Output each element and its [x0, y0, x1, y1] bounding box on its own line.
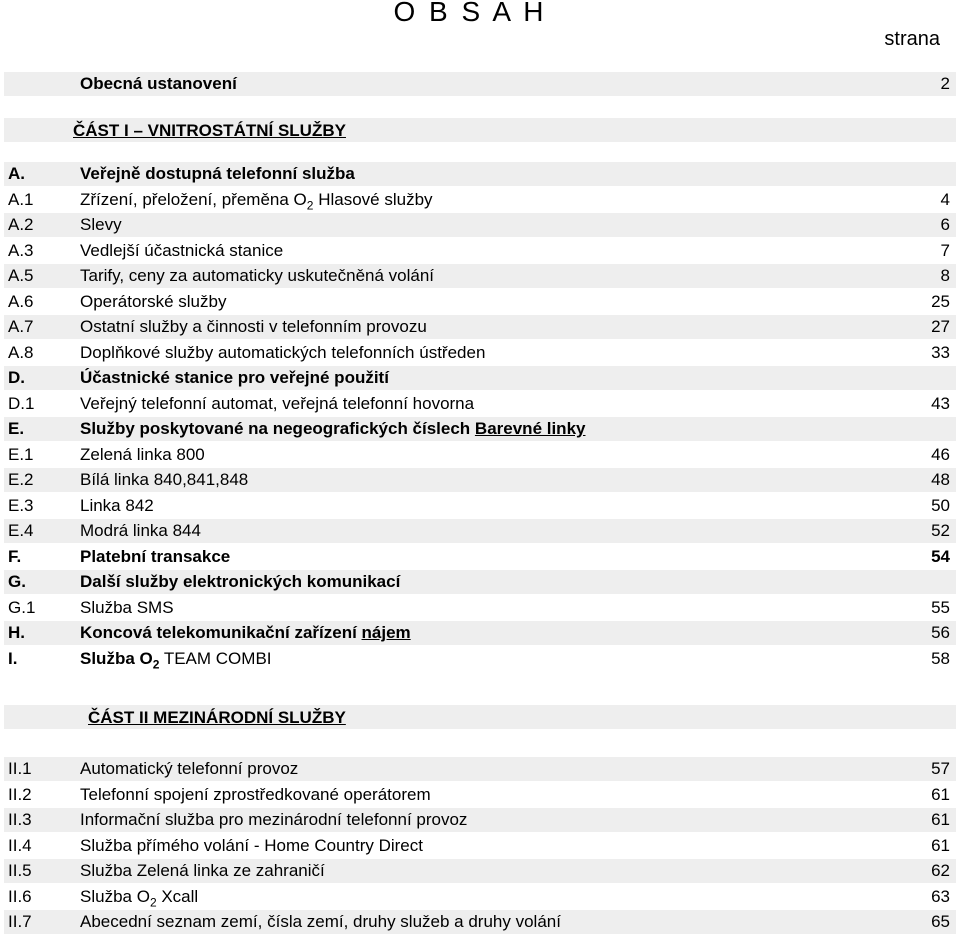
toc-entry-page: 6 [940, 215, 950, 234]
toc-entry-text: Účastnické stanice pro veřejné použití [80, 368, 389, 387]
toc-entry-text: Modrá linka 844 [80, 521, 201, 540]
toc-row-II2 [0, 783, 960, 807]
toc-entry-page: 25 [931, 292, 950, 311]
toc-entry-page: 50 [931, 496, 950, 515]
toc-entry-text: Ostatní služby a činnosti v telefonním provozu [80, 317, 427, 336]
toc-entry-page: 48 [931, 470, 950, 489]
toc-entry-page: 54 [931, 547, 950, 566]
toc-entry-text: Služba přímého volání - Home Country Direct [80, 836, 423, 855]
subscript: 2 [306, 198, 314, 213]
toc-entry-text: Další služby elektronických komunikací [80, 572, 401, 591]
toc-entry-text: Služba Zelená linka ze zahraničí [80, 861, 325, 880]
toc-entry-page: 8 [940, 266, 950, 285]
toc-row-II3 [0, 808, 960, 832]
toc-entry-number: A.3 [8, 241, 34, 260]
toc-entry-number: II.2 [8, 785, 32, 804]
toc-entry-text: Tarify, ceny za automaticky uskutečněná volání [80, 266, 435, 285]
toc-row-II4 [0, 834, 960, 858]
toc-row-E4 [0, 519, 960, 543]
part-1-heading: ČÁST I – VNITROSTÁTNÍ SLUŽBY [73, 121, 346, 140]
toc-entry-text [80, 887, 198, 909]
toc-row-G1 [0, 596, 960, 620]
toc-entry-number: E.4 [8, 521, 34, 540]
toc-row-F [0, 545, 960, 569]
toc-entry-number: D.1 [8, 394, 35, 413]
page-column-label: strana [884, 28, 940, 50]
toc-entry-text: Služba SMS [80, 598, 174, 617]
toc-row-A5 [0, 264, 960, 288]
toc-entry-page: 7 [940, 241, 950, 260]
toc-row-A3 [0, 239, 960, 263]
toc-entry-number: E.2 [8, 470, 34, 489]
toc-row-H [0, 621, 960, 645]
toc-row-II1 [0, 757, 960, 781]
toc-row-A7 [0, 315, 960, 339]
toc-row-E3 [0, 494, 960, 518]
toc-entry-number: E. [8, 419, 25, 438]
underlined-link-text: Barevné linky [474, 419, 586, 438]
toc-entry-page: 61 [931, 836, 950, 855]
toc-entry-number: A.1 [8, 190, 34, 209]
toc-row-E2 [0, 468, 960, 492]
toc-entry-text [80, 649, 272, 671]
toc-entry-text-part: Služba O [80, 887, 150, 906]
toc-entry-page: 63 [931, 887, 950, 906]
toc-row-I [0, 647, 960, 671]
underlined-link-text: nájem [361, 623, 411, 642]
toc-entry-text-part: Zřízení, přeložení, přeměna O [80, 190, 307, 209]
toc-entry-number: A.6 [8, 292, 34, 311]
part-2-heading: ČÁST II MEZINÁRODNÍ SLUŽBY [88, 708, 346, 727]
toc-entry-text: Veřejný telefonní automat, veřejná telefonní hovorna [80, 394, 475, 413]
toc-entry-text [80, 419, 585, 439]
toc-entry-page: 33 [931, 343, 950, 362]
toc-entry-page: 61 [931, 785, 950, 804]
toc-entry-text [80, 623, 411, 643]
toc-entry-text-part: Xcall [156, 887, 199, 906]
toc-entry-number: E.1 [8, 445, 34, 464]
toc-row-II5 [0, 859, 960, 883]
toc-entry-number: II.1 [8, 759, 32, 778]
toc-entry-number: G.1 [8, 598, 36, 617]
toc-row-II6 [0, 885, 960, 909]
toc-entry-text: Obecná ustanovení [80, 74, 237, 93]
toc-entry-text-part: Služba O [80, 649, 153, 668]
toc-entry-text: Bílá linka 840,841,848 [80, 470, 249, 489]
toc-entry-text: Abecední seznam zemí, čísla zemí, druhy služeb a druhy volání [80, 912, 561, 931]
toc-entry-page: 52 [931, 521, 950, 540]
toc-entry-number: H. [8, 623, 25, 642]
toc-entry-text: Zelená linka 800 [80, 445, 205, 464]
toc-entry-number: A.2 [8, 215, 34, 234]
toc-row-A8 [0, 341, 960, 365]
toc-row-A1 [0, 188, 960, 212]
subscript: 2 [152, 657, 160, 672]
toc-entry-page: 56 [931, 623, 950, 642]
toc-row-intro [0, 72, 960, 96]
toc-entry-number: II.3 [8, 810, 32, 829]
toc-entry-page: 65 [931, 912, 950, 931]
toc-entry-text: Operátorské služby [80, 292, 227, 311]
toc-row-E1 [0, 443, 960, 467]
toc-entry-number: E.3 [8, 496, 34, 515]
toc-entry-text: Slevy [80, 215, 122, 234]
toc-entry-number: II.5 [8, 861, 32, 880]
toc-row-A2 [0, 213, 960, 237]
toc-entry-number: A. [8, 164, 25, 183]
toc-entry-number: F. [8, 547, 22, 566]
toc-entry-number: A.8 [8, 343, 34, 362]
toc-entry-page: 4 [940, 190, 950, 209]
toc-entry-number: II.7 [8, 912, 32, 931]
toc-entry-page: 55 [931, 598, 950, 617]
toc-title: O B S A H [393, 0, 547, 27]
toc-entry-text: Informační služba pro mezinárodní telefonní provoz [80, 810, 468, 829]
toc-entry-text-part: Koncová telekomunikační zařízení [80, 623, 362, 642]
toc-entry-page: 57 [931, 759, 950, 778]
toc-entry-text: Veřejně dostupná telefonní služba [80, 164, 355, 183]
toc-row-G [0, 570, 960, 594]
toc-entry-number: II.4 [8, 836, 32, 855]
toc-entry-page: 27 [931, 317, 950, 336]
toc-entry-number: D. [8, 368, 25, 387]
toc-entry-text-part: Služby poskytované na negeografických číslech [80, 419, 475, 438]
toc-entry-page: 46 [931, 445, 950, 464]
toc-entry-text: Vedlejší účastnická stanice [80, 241, 284, 260]
toc-entry-text [80, 190, 433, 212]
toc-entry-text: Linka 842 [80, 496, 154, 515]
toc-entry-number: A.5 [8, 266, 34, 285]
toc-entry-number: I. [8, 649, 18, 668]
toc-row-A6 [0, 290, 960, 314]
toc-entry-page: 43 [931, 394, 950, 413]
toc-entry-text-part: Hlasové služby [313, 190, 433, 209]
toc-entry-text: Telefonní spojení zprostředkované operátorem [80, 785, 431, 804]
toc-entry-text-part: TEAM COMBI [159, 649, 272, 668]
toc-entry-page: 61 [931, 810, 950, 829]
toc-row-II7 [0, 910, 960, 934]
toc-entry-number: II.6 [8, 887, 32, 906]
toc-entry-page: 2 [940, 74, 950, 93]
toc-row-A [0, 162, 960, 186]
toc-entry-number: G. [8, 572, 26, 591]
toc-entry-text: Doplňkové služby automatických telefonních ústředen [80, 343, 486, 362]
toc-entry-page: 58 [931, 649, 950, 668]
toc-entry-text: Automatický telefonní provoz [80, 759, 299, 778]
toc-entry-text: Platební transakce [80, 547, 231, 566]
toc-row-D [0, 366, 960, 390]
toc-entry-number: A.7 [8, 317, 34, 336]
toc-row-E [0, 417, 960, 441]
subscript: 2 [149, 895, 157, 910]
toc-row-D1 [0, 392, 960, 416]
toc-entry-page: 62 [931, 861, 950, 880]
